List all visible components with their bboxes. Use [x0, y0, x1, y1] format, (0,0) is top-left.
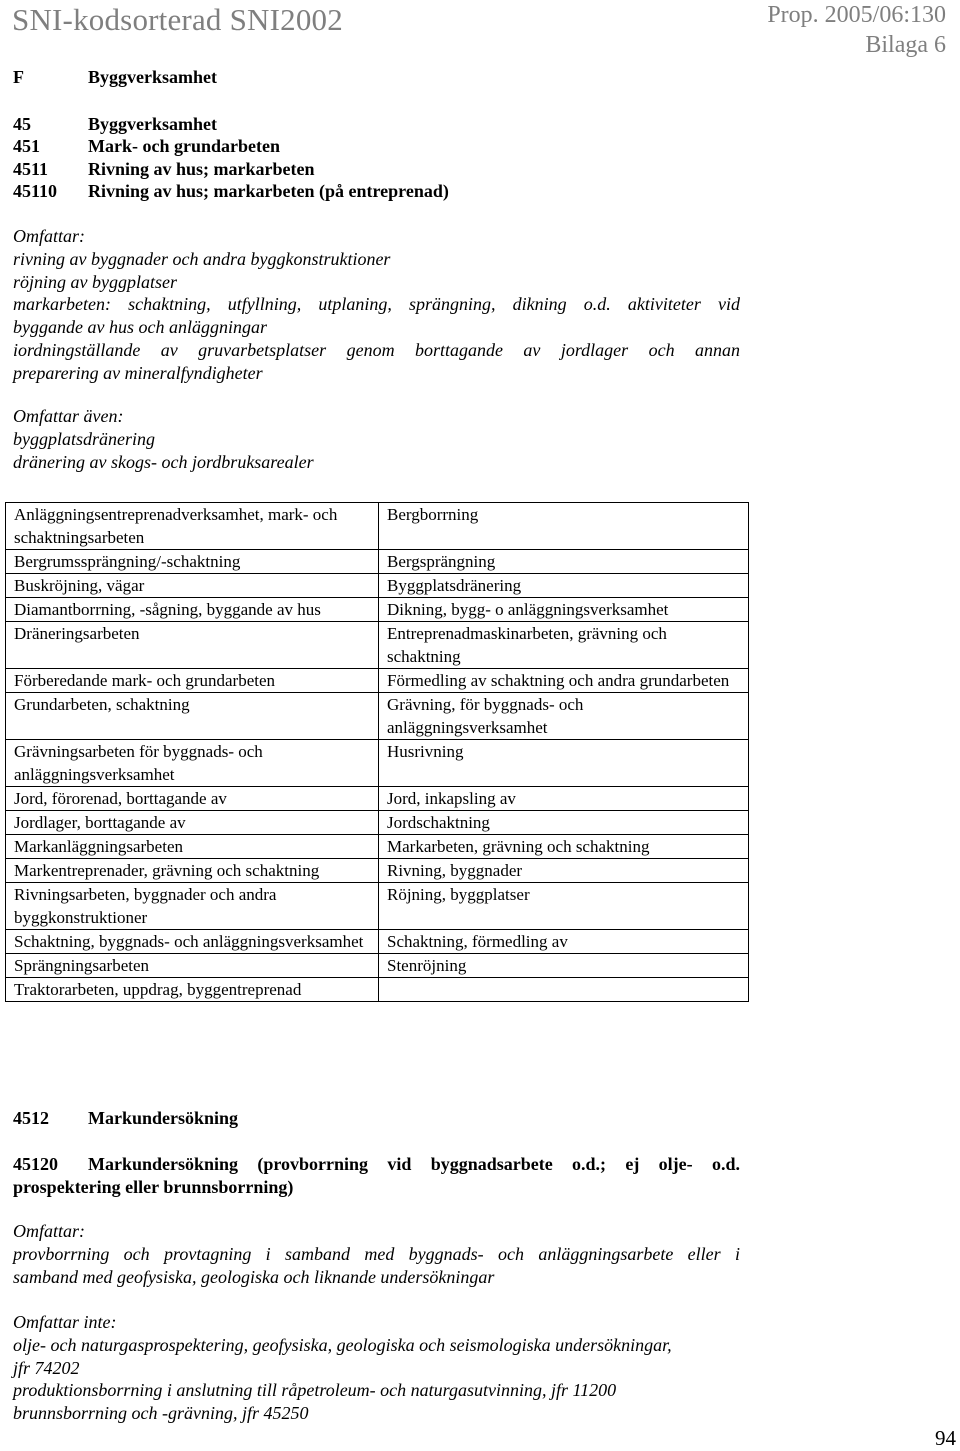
keyword-cell-right: Bergsprängning [379, 550, 749, 574]
code-45120-line: prospektering eller brunnsborrning) [13, 1176, 294, 1197]
keyword-cell-right: Rivning, byggnader [379, 859, 749, 883]
omfattar-label: Omfattar: [13, 226, 85, 246]
omfattar-inte-line: jfr 74202 [13, 1357, 80, 1378]
keyword-row [6, 835, 749, 859]
keyword-cell-right: Jord, inkapsling av [379, 787, 749, 811]
keyword-row [6, 693, 749, 740]
keyword-row [6, 503, 749, 550]
keyword-cell-left: Jord, förorenad, borttagande av [6, 787, 379, 811]
keyword-cell-left: Grävningsarbeten för byggnads- och anläggningsverksamhet [6, 740, 379, 787]
code-name: Mark- och grundarbeten [88, 136, 280, 156]
omfattar-line: samband med geofysiska, geologiska och liknande undersökningar [13, 1266, 495, 1287]
keyword-cell-left: Dräneringsarbeten [6, 622, 379, 669]
keyword-cell-right: Förmedling av schaktning och andra grundarbeten [379, 669, 749, 693]
keyword-row [6, 954, 749, 978]
code-45120-line [13, 1153, 740, 1176]
keyword-cell-left: Markanläggningsarbeten [6, 835, 379, 859]
keyword-cell-right: Dikning, bygg- o anläggningsverksamhet [379, 598, 749, 622]
keyword-cell-right [379, 978, 749, 1002]
code-row [13, 158, 315, 180]
keyword-row [6, 669, 749, 693]
omfattar-line: preparering av mineralfyndigheter [13, 362, 263, 383]
document-header-title: SNI-kodsorterad SNI2002 [12, 2, 343, 37]
keyword-cell-right: Grävning, för byggnads- och anläggningsverksamhet [379, 693, 749, 740]
code-number: 451 [13, 136, 40, 156]
omfattar-line: byggande av hus och anläggningar [13, 317, 267, 338]
omfattar-line: provborrning och provtagning i samband med byggnads- och anläggningsarbete eller i [13, 1243, 740, 1264]
keyword-cell-left: Markentreprenader, grävning och schaktning [6, 859, 379, 883]
code-heading-4512 [13, 1107, 238, 1129]
keyword-cell-left: Diamantborrning, -sågning, byggande av hus [6, 598, 379, 622]
code-name: Rivning av hus; markarbeten (på entreprenad) [88, 181, 449, 201]
keyword-row [6, 787, 749, 811]
code-row [13, 180, 449, 202]
code-row [13, 135, 280, 157]
code-row [13, 113, 217, 135]
omfattar-line: markarbeten: schaktning, utfyllning, utplaning, sprängning, dikning o.d. aktiviteter vid [13, 294, 740, 315]
omfattar-section-2 [13, 1220, 740, 1288]
keyword-row [6, 930, 749, 954]
omfattar-section [13, 225, 740, 385]
keyword-row [6, 978, 749, 1002]
section-heading [13, 66, 217, 88]
keyword-row [6, 598, 749, 622]
keyword-cell-left: Rivningsarbeten, byggnader och andra byggkonstruktioner [6, 883, 379, 930]
omfattar-line: iordningställande av gruvarbetsplatser genom borttagande av jordlager och annan [13, 339, 740, 360]
keyword-cell-right: Byggplatsdränering [379, 574, 749, 598]
keyword-row [6, 859, 749, 883]
code-number: 45110 [13, 181, 58, 201]
keyword-cell-right: Jordschaktning [379, 811, 749, 835]
section-name: Byggverksamhet [88, 67, 217, 87]
keyword-cell-right: Husrivning [379, 740, 749, 787]
omfattar-aven-line: byggplatsdränering [13, 428, 155, 449]
omfattar-line: rivning av byggnader och andra byggkonstruktioner [13, 248, 391, 269]
keyword-row [6, 883, 749, 930]
omfattar-inte-line: produktionsborrning i anslutning till råpetroleum- och naturgasutvinning, jfr 11200 [13, 1380, 617, 1401]
section-code: F [13, 67, 24, 87]
code-heading-45120 [13, 1153, 740, 1199]
keyword-row [6, 574, 749, 598]
keyword-cell-left: Jordlager, borttagande av [6, 811, 379, 835]
code-name: Byggverksamhet [88, 114, 217, 134]
keyword-cell-left: Förberedande mark- och grundarbeten [6, 669, 379, 693]
document-header-reference [767, 0, 946, 60]
omfattar-aven-section [13, 405, 740, 473]
keyword-cell-left: Buskröjning, vägar [6, 574, 379, 598]
keyword-cell-right: Stenröjning [379, 954, 749, 978]
keyword-cell-left: Bergrumssprängning/-schaktning [6, 550, 379, 574]
keyword-cell-left: Grundarbeten, schaktning [6, 693, 379, 740]
omfattar-aven-label: Omfattar även: [13, 406, 124, 426]
keyword-cell-right: Schaktning, förmedling av [379, 930, 749, 954]
code-name: Markundersökning [88, 1108, 239, 1128]
keyword-row [6, 550, 749, 574]
code-number: 45 [13, 114, 31, 134]
omfattar-aven-line: dränering av skogs- och jordbruksarealer [13, 451, 314, 472]
keyword-cell-left: Sprängningsarbeten [6, 954, 379, 978]
keyword-row [6, 622, 749, 669]
keyword-cell-right: Bergborrning [379, 503, 749, 550]
code-name: Rivning av hus; markarbeten [88, 159, 315, 179]
keyword-cell-left: Anläggningsentreprenadverksamhet, mark- och schaktningsarbeten [6, 503, 379, 550]
code-number: 4511 [13, 159, 49, 179]
prop-reference: Prop. 2005/06:130 [767, 2, 946, 28]
keyword-row [6, 740, 749, 787]
omfattar-inte-section [13, 1311, 740, 1425]
omfattar-inte-label: Omfattar inte: [13, 1312, 117, 1332]
omfattar-inte-line: olje- och naturgasprospektering, geofysiska, geologiska och seismologiska undersökningar, [13, 1334, 672, 1355]
code-name: Markundersökning (provborrning vid byggnadsarbete o.d.; ej olje- o.d. [88, 1154, 740, 1174]
keyword-cell-left: Schaktning, byggnads- och anläggningsverksamhet [6, 930, 379, 954]
code-number: 4512 [13, 1108, 49, 1128]
omfattar-inte-line: brunnsborrning och -grävning, jfr 45250 [13, 1403, 309, 1424]
omfattar-line: röjning av byggplatser [13, 271, 177, 292]
keyword-table [5, 502, 749, 1002]
keyword-cell-right: Röjning, byggplatser [379, 883, 749, 930]
keyword-cell-right: Entreprenadmaskinarbeten, grävning och schaktning [379, 622, 749, 669]
keyword-cell-left: Traktorarbeten, uppdrag, byggentreprenad [6, 978, 379, 1002]
bilaga-label: Bilaga 6 [865, 32, 946, 58]
keyword-cell-right: Markarbeten, grävning och schaktning [379, 835, 749, 859]
code-number: 45120 [13, 1154, 58, 1174]
page-number: 94 [935, 1426, 956, 1450]
omfattar-label: Omfattar: [13, 1221, 85, 1241]
keyword-row [6, 811, 749, 835]
